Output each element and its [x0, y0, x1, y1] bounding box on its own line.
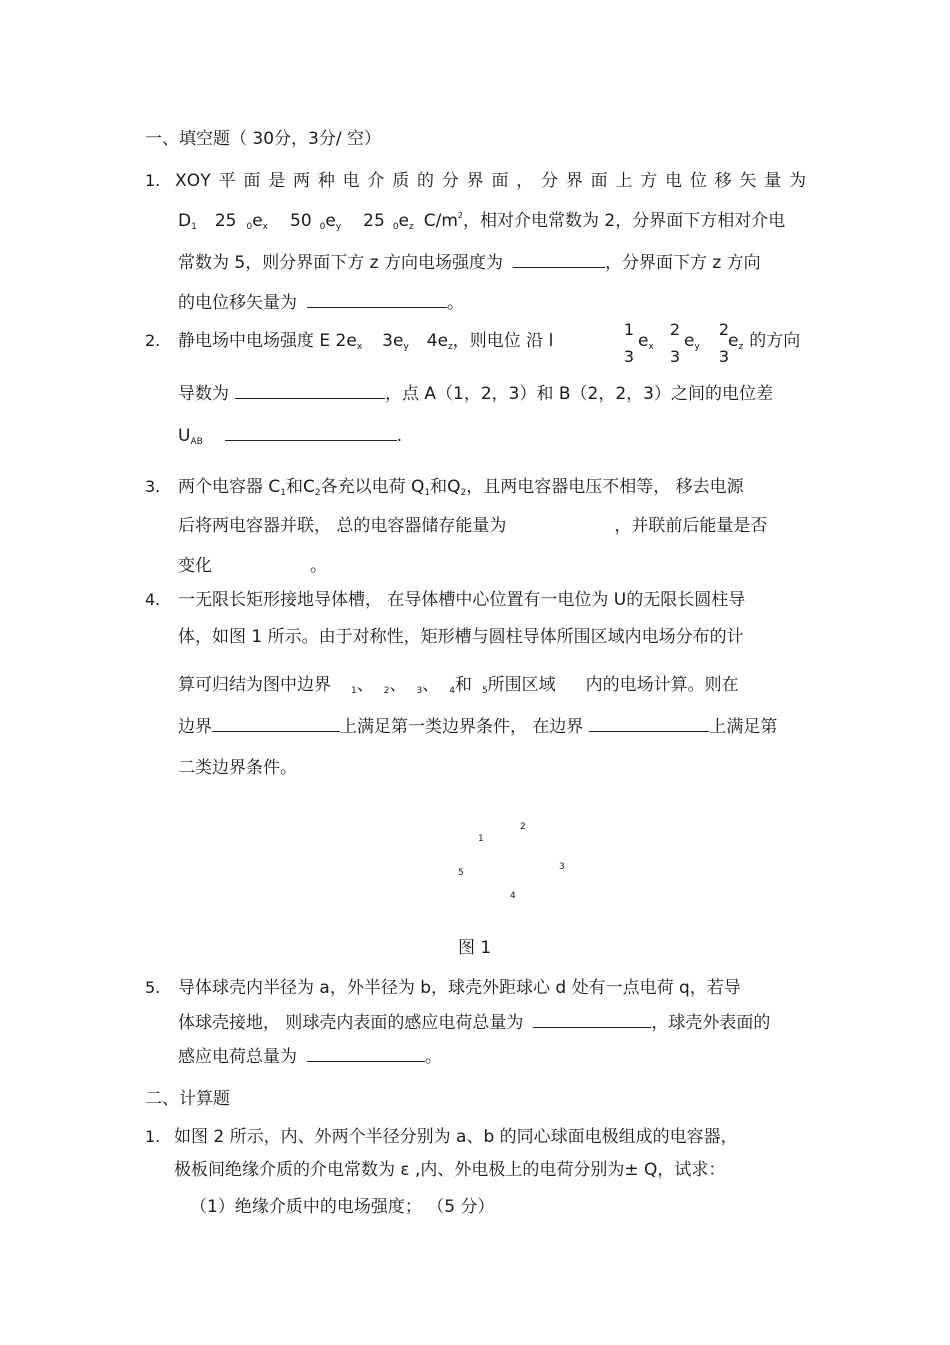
- q4-line1: 一无限长矩形接地导体槽， 在导体槽中心位置有一电位为 U的无限长圆柱导: [178, 590, 746, 610]
- q1-term3: 25: [363, 211, 385, 231]
- q2-line3-u: U: [178, 426, 191, 446]
- q4-line2: 体，如图 1 所示。由于对称性，矩形槽与圆柱导体所围区域内电场分布的计: [178, 627, 744, 647]
- q1-line2: [178, 210, 785, 235]
- q1-line4-b: 。: [447, 293, 464, 313]
- q4-line3-c: 内的电场计算。则在: [585, 675, 739, 695]
- figure1-caption: 图 1: [458, 938, 492, 958]
- q1-line2-tail: ，相对介电常数为 2，分界面下方相对介电: [463, 211, 786, 231]
- q4-line4: [178, 715, 777, 738]
- q1-unit: C/m: [423, 211, 458, 231]
- q3-and1: 和C: [286, 477, 315, 497]
- q4-sep2: 、: [389, 675, 407, 695]
- q1-blank-ez[interactable]: [513, 251, 605, 268]
- q1-number: 1.: [145, 171, 161, 190]
- q2-frac3-den: 3: [718, 347, 730, 366]
- figure1-label-3: 3: [559, 862, 565, 872]
- q3-line1-a: 两个电容器 C: [178, 477, 281, 497]
- q5-line2: [178, 1011, 770, 1034]
- q2-4e: 4e: [426, 331, 449, 351]
- q4-blank-second-kind[interactable]: [589, 715, 709, 732]
- q5-line3: [178, 1045, 442, 1068]
- q1-e1: e: [252, 211, 263, 231]
- q1-d-symbol: D: [178, 211, 192, 231]
- q2-ez-sub: z: [738, 342, 744, 352]
- q3-q2-sub: 2: [460, 488, 467, 498]
- q2-line3: [178, 424, 402, 450]
- q3-number: 3.: [145, 477, 161, 496]
- q1-d-sub: 1: [191, 222, 197, 232]
- q4-boundary-4: 4: [449, 686, 455, 696]
- q3-line1: [178, 476, 744, 501]
- q2-line2-b: ，点 A（1，2，3）和 B（2，2，3）之间的电位差: [385, 384, 773, 404]
- q3-c2-sub: 2: [314, 488, 321, 498]
- q4-boundary-1: 1: [351, 686, 357, 696]
- q3-line3-a: 变化: [178, 556, 212, 576]
- section1-title: 一、填空题（ 30分，3分/ 空）: [145, 129, 381, 149]
- q1-e3: e: [398, 211, 410, 231]
- q2-line2-a: 导数为: [178, 384, 229, 404]
- q4-line4-a: 边界: [178, 717, 212, 737]
- q2-line3-sub: AB: [190, 437, 203, 447]
- q1-e2: e: [325, 211, 336, 231]
- q4-boundary-3: 3: [416, 686, 423, 696]
- q2-blank-derivative[interactable]: [235, 382, 385, 399]
- figure1-label-5: 5: [458, 868, 464, 878]
- q1-line1: XOY 平 面 是 两 种 电 介 质 的 分 界 面 ， 分 界 面 上 方 电 位 移 矢 量 为: [175, 171, 808, 191]
- q4-sep3: 、: [422, 675, 440, 695]
- q4-line3-a: 算可归结为图中边界: [178, 675, 331, 695]
- q3-line2-a: 后将两电容器并联， 总的电容器储存能量为: [178, 516, 507, 536]
- figure1-label-4: 4: [510, 891, 516, 901]
- q1-term2: 50: [290, 211, 312, 231]
- q3-line1-b: 各充以电荷 Q: [320, 477, 425, 497]
- q1-e1-sub: x: [262, 222, 268, 232]
- q1-e3-sub: z: [409, 222, 414, 232]
- q4-line5: 二类边界条件。: [178, 758, 297, 778]
- c1-line1: 如图 2 所示，内、外两个半径分别为 a、b 的同心球面电极组成的电容器，: [174, 1127, 738, 1147]
- q2-line1-a: 静电场中电场强度 E 2e: [178, 331, 357, 351]
- q4-line3-b: 所围区域: [487, 675, 556, 695]
- q2-ey: [684, 330, 700, 355]
- q1-line4: [178, 291, 464, 314]
- q5-line3-b: 。: [425, 1047, 442, 1067]
- q2-x-sub: x: [356, 342, 363, 352]
- q4-sep1: 、: [356, 675, 374, 695]
- q2-ez: [728, 330, 800, 355]
- q1-blank-d[interactable]: [307, 291, 447, 308]
- c1-line2: 极板间绝缘介质的介电常数为 ε ,内、外电极上的电荷分别为± Q，试求：: [174, 1160, 726, 1180]
- q5-blank-inner-charge[interactable]: [533, 1011, 651, 1028]
- q2-blank-uab[interactable]: [225, 424, 397, 441]
- q2-frac1-num: 1: [623, 320, 635, 339]
- q2-frac1-den: 3: [623, 347, 635, 366]
- q2-line3-end: .: [396, 426, 403, 446]
- q1-unit-sup: 2: [457, 211, 464, 220]
- q5-number: 5.: [145, 978, 161, 997]
- q1-eps-sub1: 0: [246, 222, 253, 232]
- q3-q1-sub: 1: [424, 488, 431, 498]
- q4-and: 和: [454, 675, 472, 695]
- q4-number: 4.: [145, 590, 161, 609]
- q2-ez-e: e: [728, 331, 739, 351]
- q4-blank-first-kind[interactable]: [212, 715, 340, 732]
- q2-line1: [178, 330, 553, 355]
- q2-number: 2.: [145, 331, 161, 350]
- q4-line3: [178, 674, 739, 699]
- q2-line1-tail: 的方向: [749, 331, 801, 351]
- q1-line4-a: 的电位移矢量为: [178, 293, 297, 313]
- q3-line2: [178, 515, 767, 537]
- q1-line3-a: 常数为 5，则分界面下方 z 方向电场强度为: [178, 253, 503, 273]
- q4-line4-c: 上满足第: [709, 717, 778, 737]
- figure1-label-1: 1: [478, 834, 484, 844]
- q2-y-sub: y: [403, 342, 409, 352]
- q2-frac2-num: 2: [669, 320, 681, 339]
- q5-blank-outer-charge[interactable]: [307, 1045, 425, 1062]
- q3-line3: [178, 555, 327, 577]
- c1-line3: （1）绝缘介质中的电场强度； （5 分）: [190, 1197, 495, 1217]
- q1-term1: 25: [214, 211, 237, 231]
- q2-ey-sub: y: [694, 342, 700, 352]
- q3-and2: 和Q: [430, 477, 461, 497]
- q5-line2-b: ，球壳外表面的: [651, 1013, 771, 1033]
- q4-line4-b: 上满足第一类边界条件， 在边界: [340, 717, 584, 737]
- q1-eps-sub2: 0: [319, 222, 326, 232]
- q2-z-sub: z: [448, 342, 453, 352]
- section2-title: 二、计算题: [145, 1089, 230, 1109]
- q2-line1-b: ，则电位 沿 l: [452, 331, 554, 351]
- q4-boundary-5: 5: [481, 686, 488, 696]
- q1-line3-b: ，分界面下方 z 方向: [604, 253, 761, 273]
- q5-line3-a: 感应电荷总量为: [178, 1047, 297, 1067]
- q2-frac3-num: 2: [718, 320, 730, 339]
- q2-frac2-den: 3: [669, 347, 681, 366]
- q3-line1-c: ，且两电容器电压不相等， 移去电源: [466, 477, 744, 497]
- q3-line2-b: ，并联前后能量是否: [614, 516, 768, 536]
- q2-ex-sub: x: [648, 342, 654, 352]
- q5-line1: 导体球壳内半径为 a，外半径为 b，球壳外距球心 d 处有一点电荷 q，若导: [178, 978, 741, 998]
- q1-e2-sub: y: [335, 222, 342, 232]
- q1-eps-sub3: 0: [392, 222, 399, 232]
- q2-line2: [178, 382, 773, 405]
- q2-ex: [638, 330, 654, 355]
- q2-ey-e: e: [684, 331, 695, 351]
- q2-3e: 3e: [382, 331, 404, 351]
- q4-boundary-2: 2: [383, 686, 390, 696]
- q3-line3-b: 。: [310, 556, 327, 576]
- q2-ex-e: e: [638, 331, 649, 351]
- q1-line3: [178, 251, 761, 274]
- q3-c1-sub: 1: [280, 488, 287, 498]
- c1-number: 1.: [145, 1127, 161, 1146]
- q5-line2-a: 体球壳接地， 则球壳内表面的感应电荷总量为: [178, 1013, 524, 1033]
- figure1-label-2: 2: [520, 822, 526, 832]
